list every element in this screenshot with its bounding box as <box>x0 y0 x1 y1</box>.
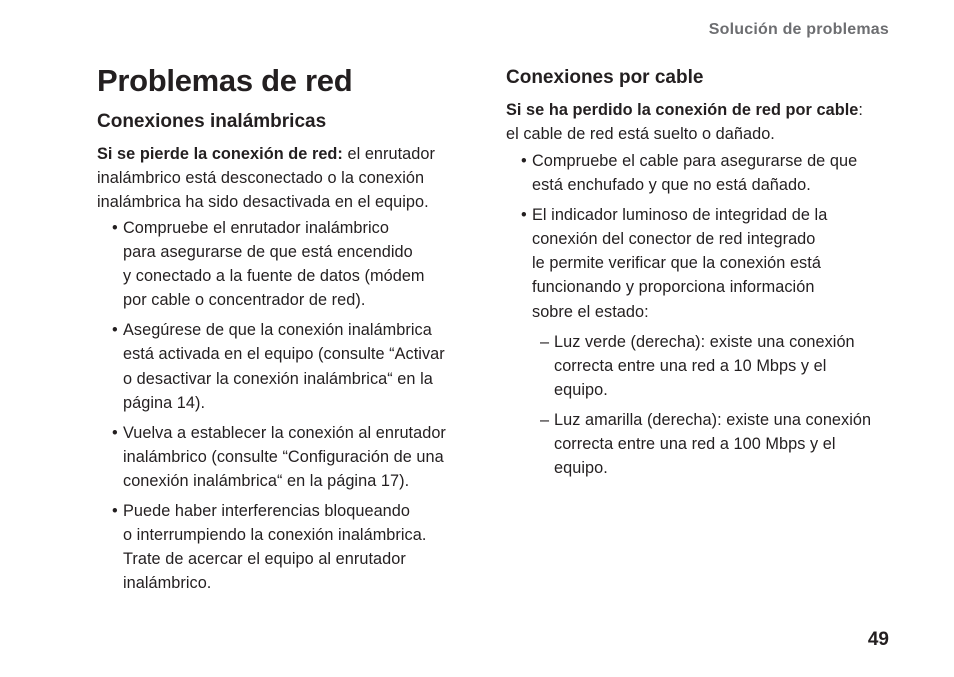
wireless-bullet-interference <box>97 499 492 595</box>
wireless-bullet-list <box>97 216 492 601</box>
page-number: 49 <box>867 629 889 650</box>
wireless-intro-bold: Si se pierde la conexión de red: <box>97 145 343 163</box>
wireless-bullet-check-router <box>97 216 492 312</box>
bullet-line: por cable o concentrador de red). <box>123 291 366 310</box>
bullet-line: inalámbrico. <box>123 574 212 593</box>
wireless-intro-line: inalámbrico está desconectado o la conexión <box>97 169 425 188</box>
bullet-line: está enchufado y que no está dañado. <box>532 176 811 195</box>
bullet-line: Asegúrese de que la conexión inalámbrica <box>123 321 432 340</box>
bullet-line: conexión inalámbrica“ en la página 17). <box>123 471 410 490</box>
wired-bullet-link-indicator <box>506 203 898 480</box>
section-title-wired: Conexiones por cable <box>506 67 704 88</box>
bullet-line: sobre el estado: <box>532 302 649 321</box>
bullet-icon: • <box>521 152 527 170</box>
subitem-amber-light <box>532 408 898 480</box>
bullet-icon: • <box>112 423 118 442</box>
wireless-bullet-reconnect <box>97 421 492 493</box>
subitem-line: correcta entre una red a 10 Mbps y el <box>554 356 827 375</box>
bullet-line: o desactivar la conexión inalámbrica“ en la <box>123 369 433 388</box>
wireless-intro-line: inalámbrica ha sido desactivada en el equipo. <box>97 193 429 212</box>
subitem-line: correcta entre una red a 100 Mbps y el <box>554 435 836 454</box>
dash-icon: – <box>540 410 550 429</box>
wired-intro-line: el cable de red está suelto o dañado. <box>506 125 775 144</box>
wireless-bullet-enable-wireless <box>97 318 492 414</box>
page-title: Problemas de red <box>97 63 353 98</box>
subitem-green-light <box>532 330 898 402</box>
bullet-line: El indicador luminoso de integridad de la <box>532 206 828 225</box>
bullet-line: o interrumpiendo la conexión inalámbrica. <box>123 526 427 545</box>
bullet-line: y conectado a la fuente de datos (módem <box>123 267 425 286</box>
wireless-intro <box>97 142 477 214</box>
bullet-icon: • <box>112 219 118 237</box>
bullet-line: funcionando y proporciona información <box>532 278 815 297</box>
bullet-line: Compruebe el cable para asegurarse de que <box>532 152 858 170</box>
subitem-line: equipo. <box>554 459 608 478</box>
bullet-icon: • <box>112 321 118 340</box>
bullet-line: está activada en el equipo (consulte “Activar <box>123 345 445 364</box>
subitem-line: Luz amarilla (derecha): existe una conexión <box>554 410 872 429</box>
dash-icon: – <box>540 332 550 351</box>
link-light-sublist <box>532 330 898 481</box>
wired-intro-colon: : <box>858 101 863 119</box>
bullet-line: inalámbrico (consulte “Configuración de una <box>123 447 444 466</box>
wireless-intro-line: el enrutador <box>342 145 435 163</box>
subitem-line: equipo. <box>554 380 608 399</box>
wired-bullet-list <box>506 149 898 486</box>
bullet-line: conexión del conector de red integrado <box>532 230 816 249</box>
section-title-wireless: Conexiones inalámbricas <box>97 111 327 132</box>
bullet-line: Trate de acercar el equipo al enrutador <box>123 550 406 569</box>
bullet-icon: • <box>112 502 118 521</box>
running-header: Solución de problemas <box>708 21 889 38</box>
bullet-line: Vuelva a establecer la conexión al enrutador <box>123 423 446 442</box>
wired-bullet-check-cable <box>506 149 898 197</box>
subitem-line: Luz verde (derecha): existe una conexión <box>554 332 855 351</box>
wired-intro <box>506 98 898 146</box>
bullet-icon: • <box>521 206 527 225</box>
bullet-line: para asegurarse de que está encendido <box>123 243 413 262</box>
bullet-line: Puede haber interferencias bloqueando <box>123 502 410 521</box>
bullet-line: Compruebe el enrutador inalámbrico <box>123 219 389 237</box>
bullet-line: le permite verificar que la conexión está <box>532 254 821 273</box>
wired-intro-bold: Si se ha perdido la conexión de red por cable <box>506 101 859 119</box>
bullet-line: página 14). <box>123 393 206 412</box>
